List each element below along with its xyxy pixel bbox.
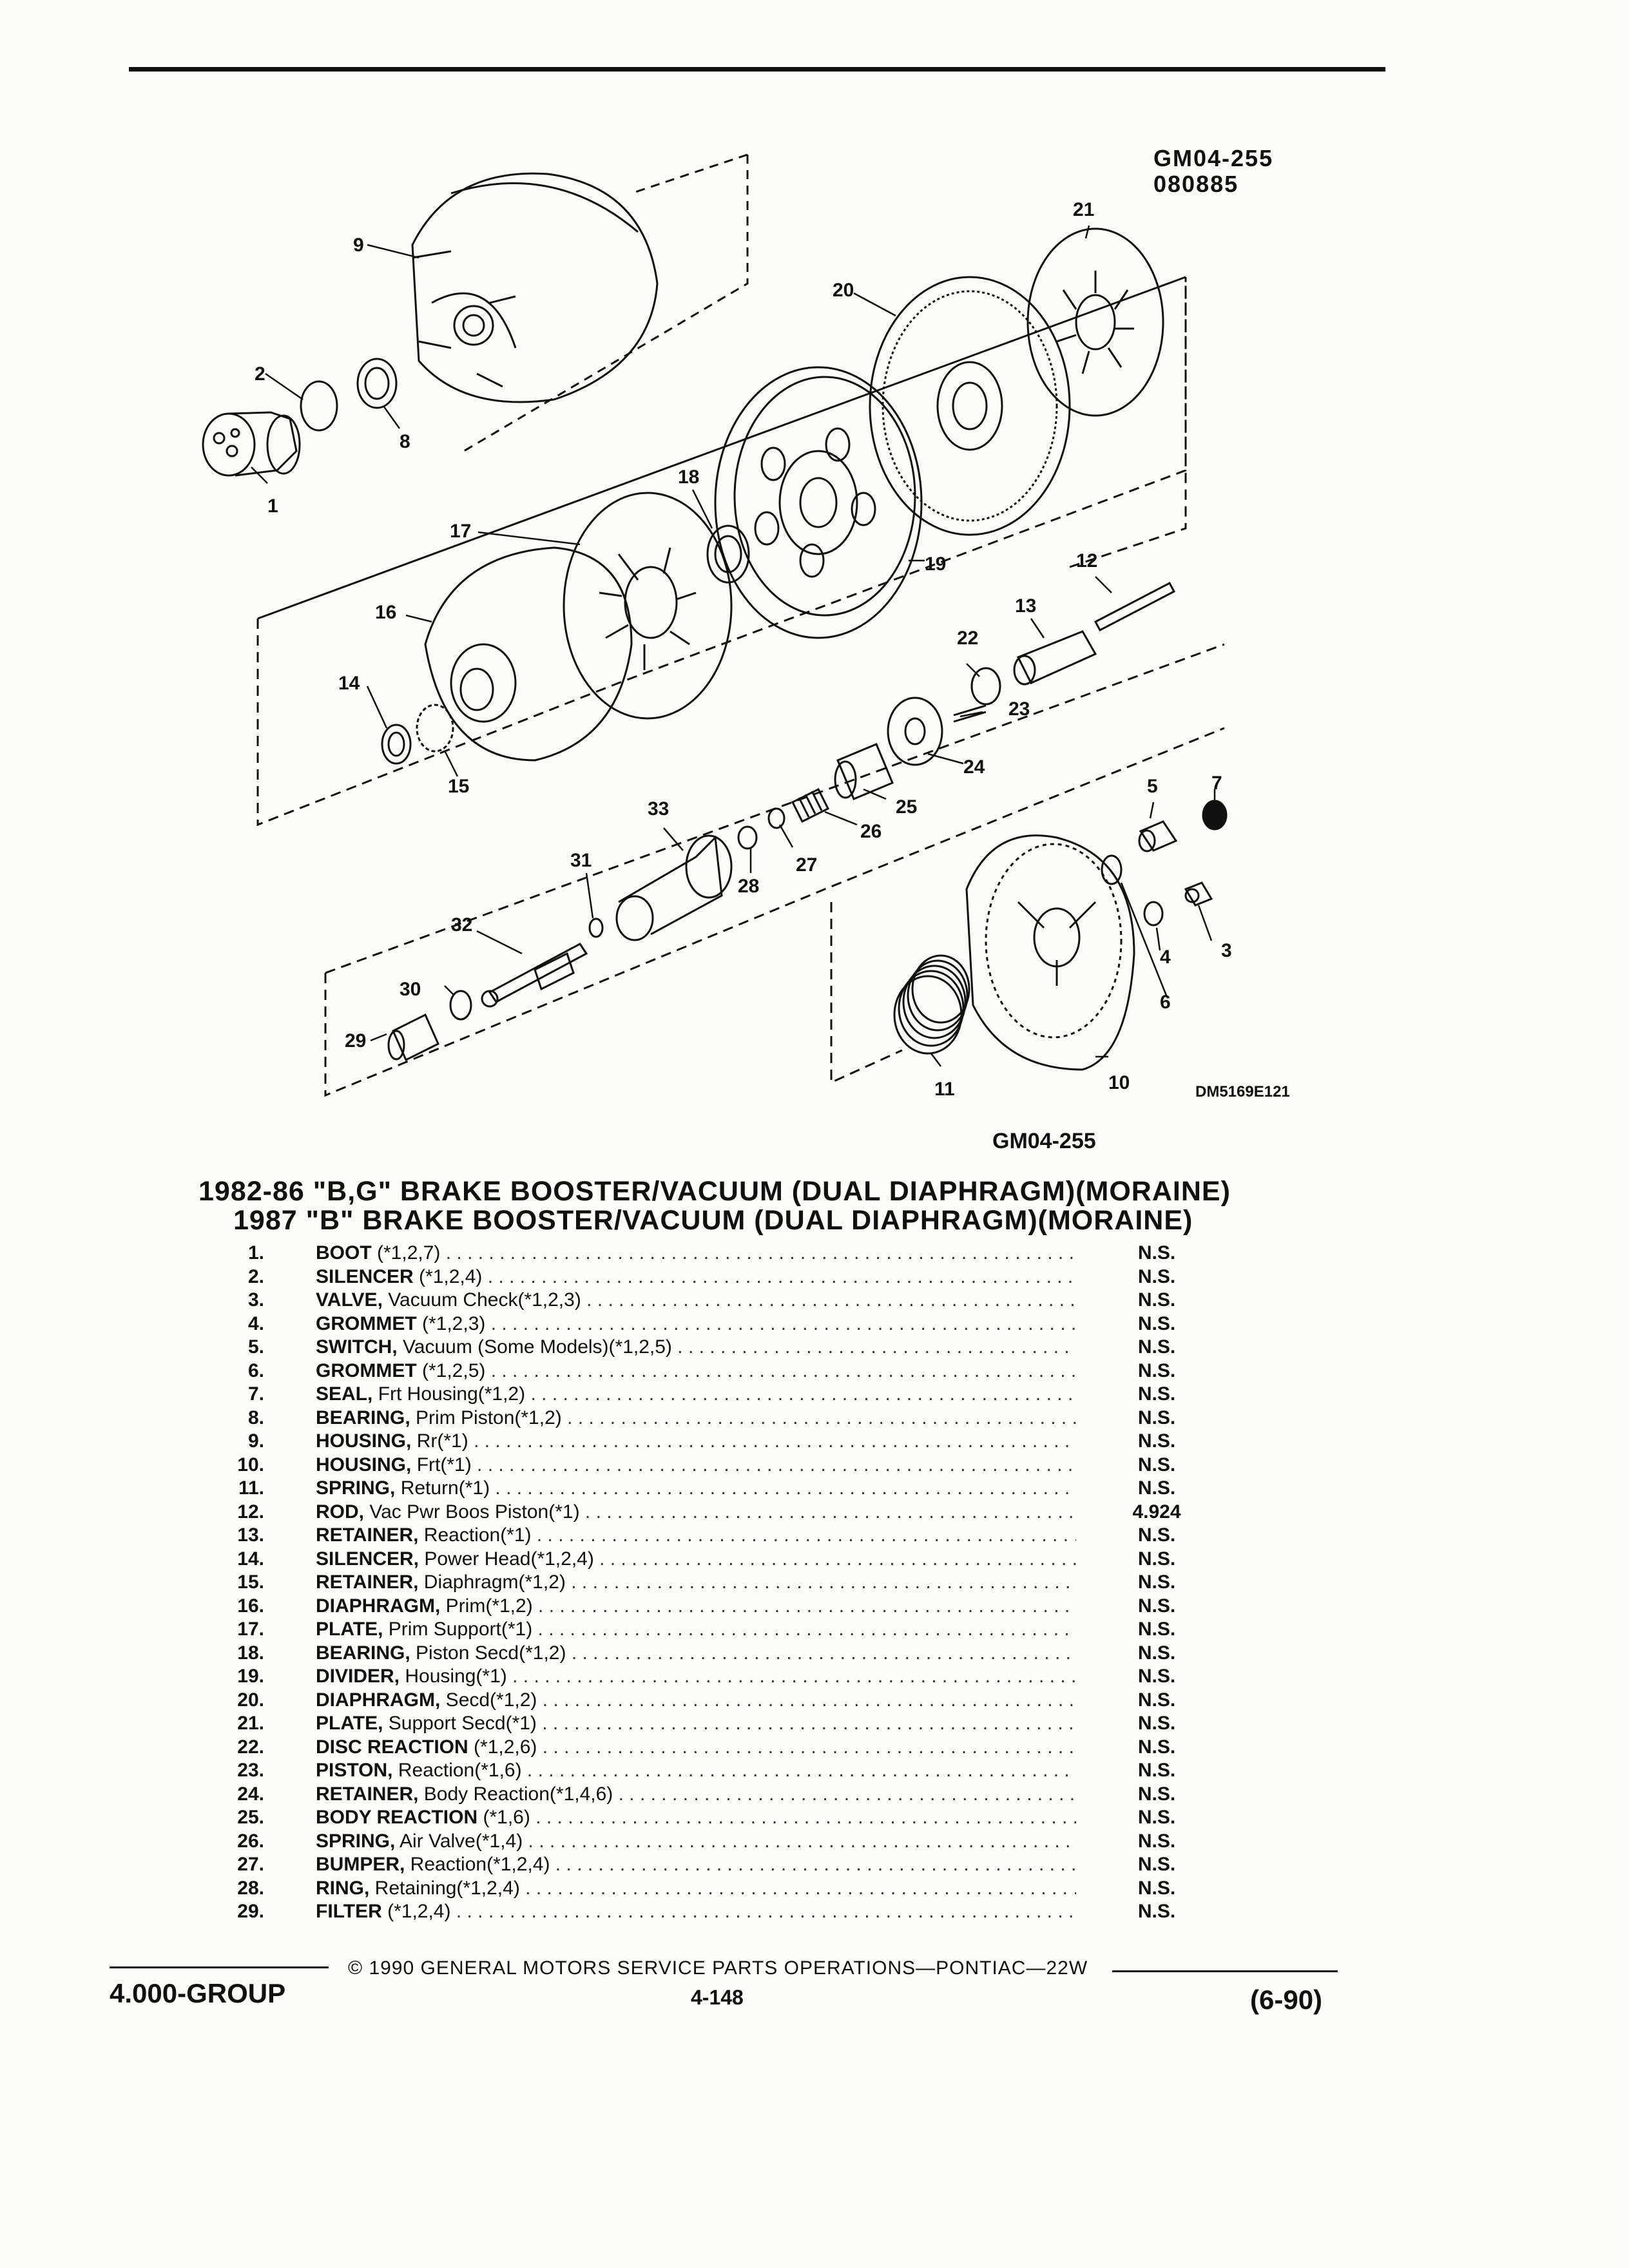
part-number: 23. [237,1760,264,1781]
part-row [193,1524,1237,1548]
grommet-lower-part [1102,856,1121,884]
part-row [193,1901,1237,1925]
part-value: N.S. [1137,1830,1176,1852]
part-number: 14. [237,1548,264,1570]
callout-21: 21 [1073,199,1095,220]
part-value: N.S. [1137,1548,1176,1570]
housing-divider-part [715,367,921,638]
callout-2: 2 [255,363,265,385]
parts-list [193,1242,1237,1925]
callout-29: 29 [345,1030,367,1052]
part-number: 26. [237,1830,264,1852]
callout-10: 10 [1108,1072,1130,1093]
part-description [316,1736,1076,1758]
part-detail: Reaction(*1,2,4) [405,1854,550,1875]
part-row [193,1642,1237,1666]
part-description [316,1477,1076,1499]
secondary-diaphragm-part [870,277,1070,535]
part-detail: (*1,2,6) [468,1736,537,1758]
section-title-1: 1982-86 "B,G" BRAKE BOOSTER/VACUUM (DUAL DIAPHRAGM)(MORAINE) [198,1176,1231,1207]
callout-9: 9 [353,235,364,256]
part-number: 13. [237,1524,264,1546]
part-name: RETAINER, [316,1524,419,1546]
part-value: 4.924 [1132,1501,1181,1523]
part-row [193,1313,1237,1337]
part-row [193,1736,1237,1760]
part-name: PISTON, [316,1760,393,1781]
leader-lines [251,226,1215,1066]
part-number: 27. [237,1854,264,1875]
part-number: 11. [238,1477,264,1499]
part-detail: Air Valve(*1,4) [395,1830,523,1852]
part-row [193,1548,1237,1572]
part-name: DISC REACTION [316,1736,468,1758]
callout-26: 26 [860,821,882,842]
part-detail: Rr(*1) [411,1430,468,1452]
part-value: N.S. [1137,1242,1176,1264]
part-row [193,1430,1237,1454]
part-name: PLATE, [316,1619,383,1640]
part-description [316,1878,1076,1899]
part-detail: Vacuum Check(*1,2,3) [382,1289,581,1311]
silencer-part [301,381,337,430]
part-number: 10. [237,1454,264,1475]
part-detail: Retaining(*1,2,4) [369,1877,520,1899]
callout-33: 33 [648,798,670,820]
part-name: SILENCER [316,1265,414,1287]
part-value: N.S. [1137,1854,1176,1875]
part-row [193,1854,1237,1878]
part-detail: Diaphragm(*1,2) [418,1571,566,1593]
part-row [193,1595,1237,1619]
callout-6: 6 [1160,992,1171,1013]
part-number: 20. [237,1689,264,1711]
part-number: 1. [247,1242,264,1264]
part-description [316,1642,1076,1664]
part-name: SILENCER, [316,1548,419,1570]
part-detail: (*1,2,5) [416,1360,486,1381]
part-value: N.S. [1137,1360,1176,1381]
section-title-2: 1987 "B" BRAKE BOOSTER/VACUUM (DUAL DIAPHRAGM)(MORAINE) [233,1205,1193,1236]
return-spring-part [894,956,969,1053]
part-description [316,1501,1076,1523]
part-description [316,1689,1076,1711]
front-housing-part [967,836,1134,1070]
part-detail: Frt Housing(*1,2) [372,1383,526,1405]
part-name: VALVE, [316,1289,383,1311]
part-row [193,1407,1237,1431]
part-description [316,1831,1076,1852]
part-number: 25. [237,1807,264,1828]
part-row [193,1336,1237,1360]
callout-24: 24 [963,756,985,778]
part-name: HOUSING, [316,1454,412,1475]
part-description [316,1266,1076,1288]
air-valve-spring-part [793,789,828,822]
part-detail: Prim(*1,2) [440,1595,533,1617]
part-detail: Return(*1) [395,1477,490,1499]
boot-part [203,412,300,476]
part-value: N.S. [1137,1595,1176,1617]
part-number: 16. [237,1595,264,1617]
part-description [316,1854,1076,1876]
callout-16: 16 [375,602,397,623]
part-description [316,1783,1076,1805]
part-name: SWITCH, [316,1336,398,1358]
grommet-part [1144,902,1162,925]
part-value: N.S. [1137,1336,1176,1358]
part-description [316,1595,1076,1617]
callout-3: 3 [1221,940,1232,961]
part-number: 28. [237,1877,264,1899]
part-name: BODY REACTION [316,1807,478,1828]
part-number: 5. [247,1336,264,1358]
callout-28: 28 [738,876,760,897]
part-name: BOOT [316,1242,372,1264]
part-description [316,1336,1076,1358]
callout-11: 11 [934,1079,955,1100]
footer-rule-right [1112,1970,1338,1972]
part-detail: Support Secd(*1) [383,1713,537,1734]
part-name: BEARING, [316,1407,410,1428]
part-value: N.S. [1137,1877,1176,1899]
part-row [193,1878,1237,1901]
drawing-code: DM5169E121 [1195,1083,1290,1100]
part-number: 3. [247,1289,264,1311]
part-number: 15. [237,1571,264,1593]
part-value: N.S. [1137,1571,1176,1593]
part-description [316,1524,1076,1546]
part-detail: (*1,2,3) [416,1312,486,1334]
part-number: 7. [247,1383,264,1405]
part-number: 12. [237,1501,264,1523]
part-value: N.S. [1137,1642,1176,1664]
part-detail: Power Head(*1,2,4) [419,1548,594,1570]
part-detail: Prim Support(*1) [383,1619,533,1640]
part-row [193,1501,1237,1525]
part-value: N.S. [1137,1901,1176,1922]
part-detail: Vacuum (Some Models)(*1,2,5) [397,1336,672,1358]
part-name: RING, [316,1877,370,1899]
callout-20: 20 [833,280,854,301]
part-detail: Prim Piston(*1,2) [410,1407,562,1428]
callout-15: 15 [448,776,470,797]
valve-rod-part [482,944,586,1006]
part-description [316,1407,1076,1429]
callout-19: 19 [925,553,947,575]
part-name: DIAPHRAGM, [316,1689,441,1711]
callout-17: 17 [450,521,472,542]
check-valve-part [1186,883,1211,905]
part-description [316,1289,1076,1311]
rear-housing-part [412,173,657,402]
callout-22: 22 [957,628,979,649]
part-detail: (*1,2,4) [413,1265,483,1287]
callout-31: 31 [570,850,592,871]
part-number: 24. [237,1783,264,1805]
vacuum-switch-part [1139,822,1176,851]
secondary-support-plate-part [1028,229,1163,416]
part-row [193,1807,1237,1831]
part-number: 22. [237,1736,264,1758]
callout-25: 25 [896,796,918,818]
part-row [193,1571,1237,1595]
part-value: N.S. [1137,1524,1176,1546]
part-value: N.S. [1137,1383,1176,1405]
part-value: N.S. [1137,1477,1176,1499]
part-name: SPRING, [316,1830,396,1852]
part-number: 21. [237,1713,264,1734]
part-detail: Housing(*1) [400,1666,507,1687]
callout-8: 8 [400,431,410,452]
part-detail: (*1,6) [477,1807,530,1828]
part-row [193,1760,1237,1783]
callout-5: 5 [1147,776,1158,797]
callout-30: 30 [400,979,421,1000]
part-detail: Reaction(*1,6) [392,1760,522,1781]
primary-support-plate-part [564,493,731,718]
dashed-frame-upper [464,155,747,451]
part-name: SEAL, [316,1383,373,1405]
callout-23: 23 [1008,698,1030,720]
part-detail: Vac Pwr Boos Piston(*1) [364,1501,580,1523]
part-row [193,1383,1237,1407]
part-name: RETAINER, [316,1571,419,1593]
part-name: BUMPER, [316,1854,405,1875]
part-name: GROMMET [316,1360,417,1381]
part-detail: (*1,2,4) [381,1901,451,1922]
part-row [193,1831,1237,1854]
part-row [193,1360,1237,1384]
part-row [193,1454,1237,1478]
body-reaction-part [835,744,892,799]
reaction-retainer-part [1014,631,1095,684]
part-description [316,1760,1076,1782]
callout-27: 27 [796,854,818,876]
front-housing-seal-part [1203,801,1226,829]
part-name: GROMMET [316,1312,417,1334]
callout-7: 7 [1211,773,1222,794]
callout-4: 4 [1160,947,1171,968]
part-row [193,1266,1237,1290]
figure-caption: GM04-255 [992,1129,1096,1153]
reaction-piston-part [954,706,986,722]
part-value: N.S. [1137,1736,1176,1758]
part-description [316,1713,1076,1735]
callout-18: 18 [678,466,700,488]
dashed-frame-lower [325,644,1224,1095]
part-number: 6. [247,1360,264,1381]
retaining-ring-part [738,827,757,849]
part-name: HOUSING, [316,1430,412,1452]
part-name: DIAPHRAGM, [316,1595,441,1617]
callout-14: 14 [338,673,360,694]
retainer-clip-part [590,919,602,937]
part-name: SPRING, [316,1477,396,1499]
reference-date: 080885 [1153,171,1239,197]
part-number: 4. [247,1312,264,1334]
part-row [193,1689,1237,1713]
part-description [316,1383,1076,1405]
part-value: N.S. [1137,1807,1176,1828]
part-value: N.S. [1137,1289,1176,1311]
part-description [316,1666,1076,1687]
part-number: 17. [237,1619,264,1640]
part-row [193,1242,1237,1266]
part-name: PLATE, [316,1713,383,1734]
part-row [193,1477,1237,1501]
footer-copyright: © 1990 GENERAL MOTORS SERVICE PARTS OPERATIONS—PONTIAC—22W [348,1957,1088,1979]
footer-rule-left [110,1966,329,1968]
piston-hub-part [617,836,731,940]
part-number: 18. [237,1642,264,1664]
part-value: N.S. [1137,1312,1176,1334]
part-name: ROD, [316,1501,364,1523]
part-value: N.S. [1137,1454,1176,1475]
footer-page-number: 4-148 [691,1986,744,2009]
part-description [316,1548,1076,1570]
part-description [316,1901,1076,1923]
part-value: N.S. [1137,1689,1176,1711]
silencer-ring-part [382,725,410,764]
part-row [193,1713,1237,1736]
footer-date: (6-90) [1250,1984,1323,2015]
part-description [316,1571,1076,1593]
part-value: N.S. [1137,1407,1176,1428]
part-row [193,1289,1237,1313]
footer-group: 4.000-GROUP [110,1978,286,2008]
bearing-part [358,359,396,408]
callout-13: 13 [1015,595,1037,617]
part-value: N.S. [1137,1713,1176,1734]
part-number: 2. [247,1265,264,1287]
part-name: FILTER [316,1901,382,1922]
part-number: 29. [237,1901,264,1922]
part-value: N.S. [1137,1666,1176,1687]
callout-labels [255,199,1232,1100]
callout-12: 12 [1076,550,1098,572]
part-name: DIVIDER, [316,1666,400,1687]
part-description [316,1313,1076,1335]
part-description [316,1242,1076,1264]
part-detail: Reaction(*1) [418,1524,532,1546]
part-row [193,1619,1237,1642]
part-description [316,1430,1076,1452]
part-detail: Frt(*1) [411,1454,472,1475]
reaction-bumper-part [769,809,784,828]
callout-1: 1 [267,495,278,517]
part-name: BEARING, [316,1642,410,1664]
part-value: N.S. [1137,1760,1176,1781]
part-detail: (*1,2,7) [371,1242,441,1264]
part-value: N.S. [1137,1265,1176,1287]
part-number: 19. [237,1666,264,1687]
filter-part [389,1015,438,1060]
part-value: N.S. [1137,1783,1176,1805]
part-detail: Secd(*1,2) [440,1689,537,1711]
part-value: N.S. [1137,1619,1176,1640]
diaphragm-retainer-part [417,705,453,751]
reference-code: GM04-255 [1153,145,1274,171]
part-detail: Body Reaction(*1,4,6) [418,1783,613,1805]
rod-part [1095,583,1174,630]
part-name: RETAINER, [316,1783,419,1805]
part-description [316,1807,1076,1829]
part-description [316,1619,1076,1640]
part-row [193,1666,1237,1689]
primary-diaphragm-part [425,548,631,760]
part-number: 9. [247,1430,264,1452]
part-detail: Piston Secd(*1,2) [410,1642,566,1664]
part-description [316,1454,1076,1476]
part-number: 8. [247,1407,264,1428]
part-value: N.S. [1137,1430,1176,1452]
part-description [316,1360,1076,1382]
callout-32: 32 [451,914,473,936]
part-row [193,1783,1237,1807]
